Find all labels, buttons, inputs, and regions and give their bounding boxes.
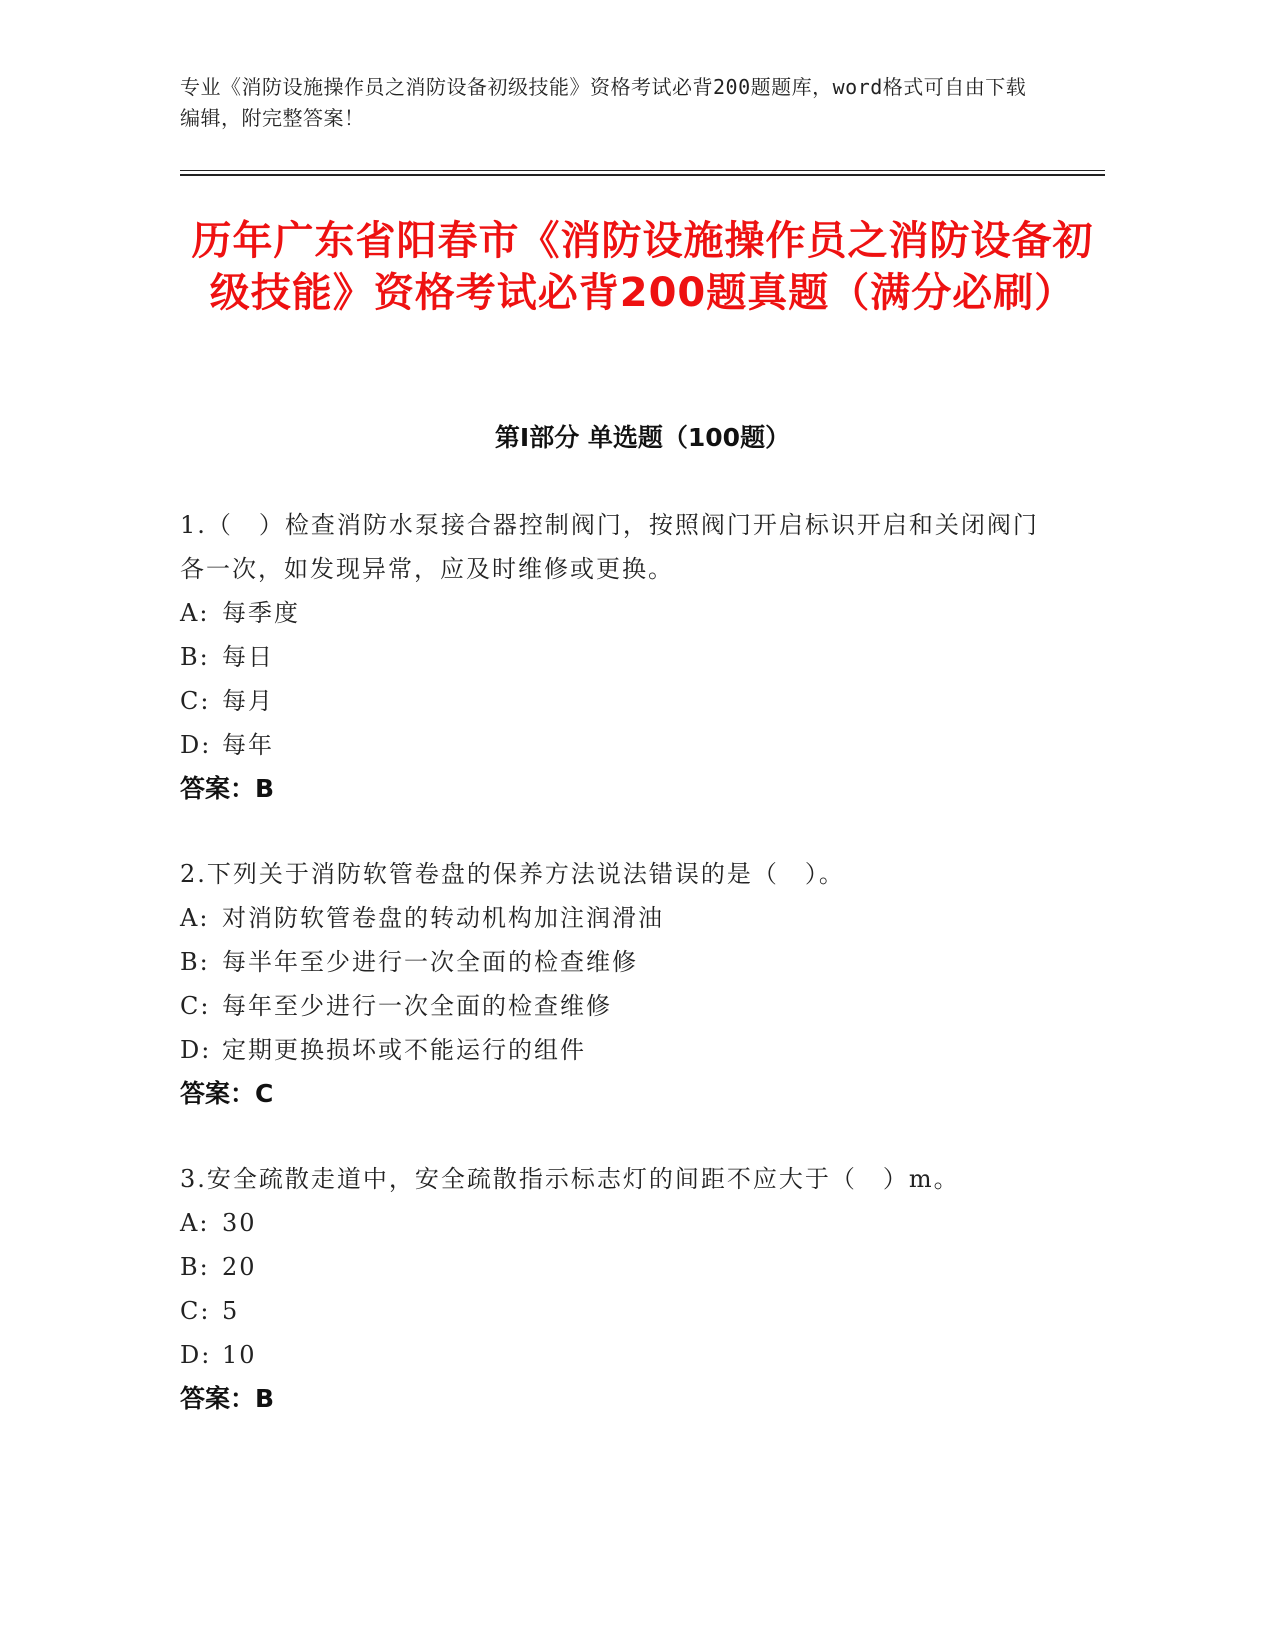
option-key: D:: [180, 1341, 212, 1369]
option-text: 20: [222, 1253, 257, 1281]
question-3: [180, 1157, 1040, 1421]
option-text: 每年: [222, 731, 274, 759]
option-text: 对消防软管卷盘的转动机构加注润滑油: [222, 904, 664, 932]
option-d: [180, 1028, 1040, 1072]
option-text: 定期更换损坏或不能运行的组件: [222, 1036, 586, 1064]
option-key: B:: [180, 1253, 210, 1281]
question-text: 3.安全疏散走道中，安全疏散指示标志灯的间距不应大于（ ）m。: [180, 1165, 960, 1193]
question-text: 2.下列关于消防软管卷盘的保养方法说法错误的是（ ）。: [180, 860, 845, 888]
option-key: C:: [180, 1297, 211, 1325]
option-key: C:: [180, 687, 211, 715]
option-text: 5: [222, 1297, 240, 1325]
option-key: B:: [180, 948, 210, 976]
answer: 答案：B: [180, 774, 275, 803]
option-b: [180, 1245, 1040, 1289]
option-key: D:: [180, 1036, 212, 1064]
option-b: [180, 635, 1040, 679]
answer: 答案：C: [180, 1079, 274, 1108]
option-key: A:: [180, 904, 210, 932]
answer: 答案：B: [180, 1384, 275, 1413]
option-text: 10: [222, 1341, 257, 1369]
header-note: 专业《消防设施操作员之消防设备初级技能》资格考试必背200题题库，word格式可自由下载编辑，附完整答案！: [180, 75, 1027, 130]
option-text: 每月: [222, 687, 274, 715]
option-d: [180, 723, 1040, 767]
option-text: 每年至少进行一次全面的检查维修: [222, 992, 612, 1020]
option-c: [180, 1289, 1040, 1333]
option-key: A:: [180, 599, 210, 627]
option-b: [180, 940, 1040, 984]
option-a: [180, 896, 1040, 940]
question-1: [180, 503, 1040, 811]
question-text: 1.（ ）检查消防水泵接合器控制阀门，按照阀门开启标识开启和关闭阀门各一次，如发现异常，应及时维修或更换。: [180, 511, 1039, 583]
option-a: [180, 591, 1040, 635]
option-text: 每日: [222, 643, 274, 671]
question-2: [180, 852, 1040, 1116]
option-text: 每半年至少进行一次全面的检查维修: [222, 948, 638, 976]
section-heading: 第Ⅰ部分 单选题（100题）: [494, 423, 791, 452]
option-key: C:: [180, 992, 211, 1020]
option-c: [180, 679, 1040, 723]
document-title: 历年广东省阳春市《消防设施操作员之消防设备初级技能》资格考试必背200题真题（满分必刷）: [191, 218, 1094, 316]
option-key: D:: [180, 731, 212, 759]
option-key: B:: [180, 643, 210, 671]
option-text: 30: [222, 1209, 257, 1237]
option-text: 每季度: [222, 599, 300, 627]
option-d: [180, 1333, 1040, 1377]
option-key: A:: [180, 1209, 210, 1237]
header-divider-thin: [180, 170, 1105, 171]
option-a: [180, 1201, 1040, 1245]
option-c: [180, 984, 1040, 1028]
header-divider-thick: [180, 174, 1105, 176]
